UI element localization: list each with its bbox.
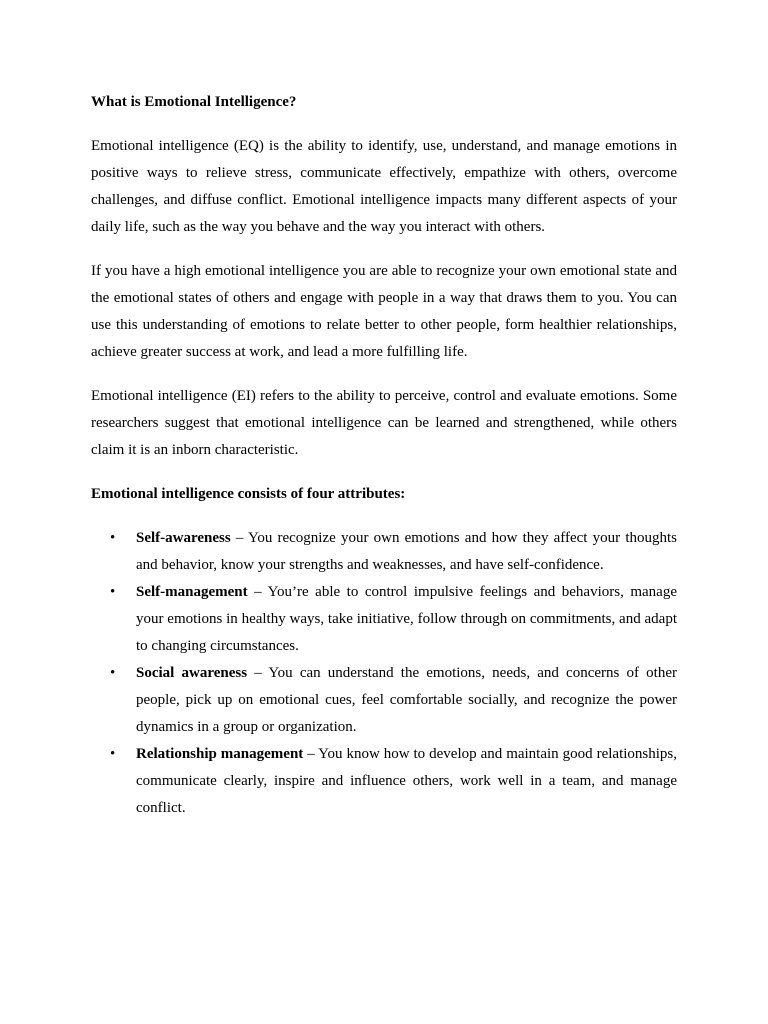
attribute-description: – You recognize your own emotions and how they affect your thoughts and behavior, know your strengths and weaknesses, and have self-confidence.	[136, 530, 677, 573]
list-item-self-awareness	[91, 525, 677, 579]
attribute-term: Relationship management	[136, 746, 304, 762]
attribute-term: Self-awareness	[136, 530, 231, 546]
paragraph-ei-definition: Emotional intelligence (EI) refers to the ability to perceive, control and evaluate emotions. Some researchers suggest that emotional intelligence can be learned and strengthened, while others claim it is an inborn characteristic.	[91, 388, 677, 458]
paragraph-eq-definition: Emotional intelligence (EQ) is the ability to identify, use, understand, and manage emotions in positive ways to relieve stress, communicate effectively, empathize with others, overcome challenges, and diffuse conflict. Emotional intelligence impacts many different aspects of your daily life, such as the way you behave and the way you interact with others.	[91, 138, 677, 235]
list-item-social-awareness	[91, 660, 677, 741]
bullet-icon: •	[110, 584, 116, 600]
list-item-relationship-management	[91, 741, 677, 822]
document-page	[91, 89, 677, 822]
bullet-icon: •	[110, 665, 116, 681]
attribute-term: Self-management	[136, 584, 248, 600]
attribute-description: – You’re able to control impulsive feelings and behaviors, manage your emotions in healthy ways, take initiative, follow through on commitments, and adapt to changing circumstances.	[136, 584, 677, 654]
bullet-icon: •	[110, 746, 116, 762]
attribute-description: – You can understand the emotions, needs, and concerns of other people, pick up on emotional cues, feel comfortable socially, and recognize the power dynamics in a group or organization.	[136, 665, 677, 735]
attribute-term: Social awareness	[136, 665, 248, 681]
bullet-icon: •	[110, 530, 116, 546]
attributes-heading: Emotional intelligence consists of four attributes:	[91, 486, 406, 502]
paragraph-high-eq: If you have a high emotional intelligence you are able to recognize your own emotional state and the emotional states of others and engage with people in a way that draws them to you. You can use this understanding of emotions to relate better to other people, form healthier relationships, achieve greater success at work, and lead a more fulfilling life.	[91, 263, 677, 360]
attribute-description: – You know how to develop and maintain good relationships, communicate clearly, inspire and influence others, work well in a team, and manage conflict.	[136, 746, 677, 816]
list-item-self-management	[91, 579, 677, 660]
document-title: What is Emotional Intelligence?	[91, 94, 297, 110]
attributes-list	[91, 525, 677, 822]
